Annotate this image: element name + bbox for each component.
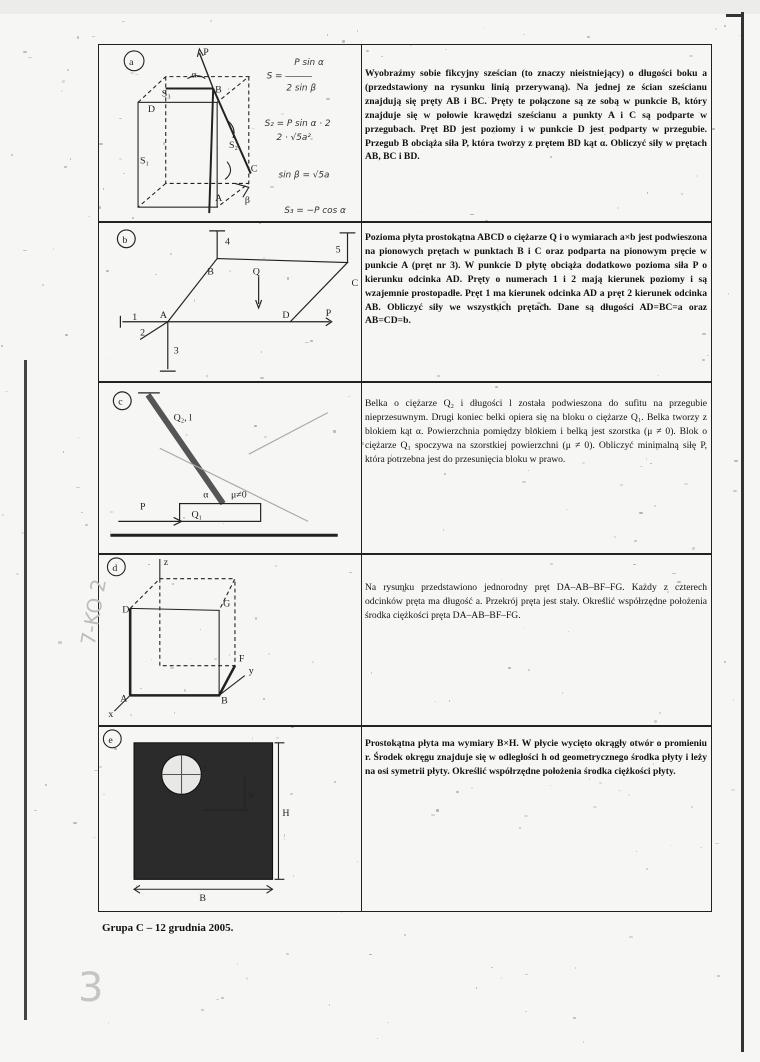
svg-text:P: P: [325, 307, 332, 319]
scan-right-edge: [741, 12, 744, 1052]
svg-text:β: β: [244, 195, 250, 207]
svg-text:B: B: [207, 266, 214, 278]
note-line-6: sin β = √5a: [278, 170, 330, 181]
scan-speck: [70, 158, 71, 160]
problem-row-a: [98, 44, 712, 222]
scan-speck: [5, 391, 8, 393]
svg-text:2: 2: [140, 327, 146, 339]
scan-speck: [491, 967, 492, 968]
svg-text:F: F: [238, 653, 245, 665]
footer-group-date: Grupa C – 12 grudnia 2005.: [102, 922, 234, 934]
scan-speck: [210, 20, 212, 22]
svg-text:4: 4: [225, 236, 230, 248]
scan-speck: [712, 128, 714, 130]
scan-speck: [573, 1017, 576, 1019]
svg-text:y: y: [248, 665, 254, 677]
scan-speck: [61, 90, 63, 91]
svg-text:3: 3: [173, 345, 179, 357]
svg-text:d: d: [112, 562, 118, 574]
scan-speck: [369, 954, 372, 956]
svg-text:A: A: [215, 193, 223, 205]
scan-speck: [201, 1009, 203, 1010]
svg-text:S₂: S₂: [229, 139, 238, 151]
figure-d-drawing: [99, 555, 361, 725]
scan-speck: [525, 1011, 528, 1013]
note-line-1: P sin α: [294, 57, 324, 68]
scan-speck: [629, 936, 632, 938]
scan-speck: [63, 451, 64, 453]
svg-text:Q: Q: [252, 266, 260, 278]
scan-speck: [286, 953, 289, 955]
svg-text:e: e: [108, 734, 113, 746]
scan-speck: [525, 974, 527, 975]
scan-speck: [216, 999, 219, 1000]
figure-e: [99, 727, 362, 911]
problem-sheet: [98, 44, 712, 914]
scan-speck: [34, 810, 36, 811]
problem-row-c: [98, 382, 712, 554]
scan-speck: [108, 1022, 109, 1024]
svg-text:A: A: [159, 309, 168, 321]
scan-speck: [21, 532, 23, 534]
figure-d: [99, 555, 362, 725]
scan-speck: [733, 699, 734, 701]
scan-speck: [93, 837, 97, 838]
scan-speck: [739, 35, 740, 36]
scan-speck: [484, 28, 485, 29]
scan-speck: [327, 34, 328, 36]
scan-speck: [404, 934, 406, 936]
note-line-5: 2 · √5a²: [276, 132, 311, 143]
svg-text:z: z: [163, 556, 169, 568]
scan-speck: [237, 963, 239, 964]
scan-speck: [2, 514, 4, 516]
note-line-3: 2 sin β: [286, 83, 317, 94]
svg-text:D: D: [147, 104, 156, 116]
svg-text:α: α: [191, 69, 197, 81]
scan-speck: [76, 487, 79, 488]
svg-text:Q₁: Q₁: [191, 509, 203, 521]
scan-speck: [23, 51, 27, 52]
svg-text:h: h: [248, 790, 254, 802]
scan-speck: [246, 977, 248, 979]
figure-c-drawing: [99, 383, 361, 553]
scan-speck: [387, 1022, 389, 1023]
note-line-7: S₃ = −P cos α: [284, 206, 346, 217]
scan-speck: [728, 293, 729, 295]
scan-speck: [476, 987, 477, 989]
scan-speck: [45, 784, 47, 786]
svg-text:D: D: [122, 604, 130, 616]
svg-text:Q₂, l: Q₂, l: [173, 412, 192, 424]
scan-speck: [724, 661, 726, 662]
scan-speck: [28, 57, 32, 59]
problem-text-e: Prostokątna płyta ma wymiary B×H. W płycie wycięto okrągły otwór o promieniu r. Środek okręgu znajduje się w odległości h od geometrycznego środka płyty i leży na osi symetrii płyty. Określić współrzędne położenia środka ciężkości płyty.: [365, 738, 707, 777]
svg-text:H: H: [282, 808, 290, 820]
scan-speck: [731, 789, 735, 791]
figure-a-drawing: [99, 45, 361, 221]
scan-speck: [77, 36, 79, 38]
scan-speck: [717, 975, 721, 977]
problem-text-d: Na rysunku przedstawiono jednorodny pręt DA–AB–BF–FG. Każdy z czterech odcinków pręta ma długość a. Przekrój pręta jest stały. Określić współrzędne położenia środka ciężkości pręta DA–AB–BF–FG.: [365, 582, 707, 621]
scan-speck: [16, 573, 19, 575]
svg-text:S₁: S₁: [140, 155, 149, 167]
scan-speck: [501, 977, 503, 979]
scan-speck: [23, 250, 27, 251]
scan-speck: [583, 1041, 584, 1043]
scan-speck: [85, 524, 88, 526]
scan-speck: [81, 512, 83, 513]
scan-speck: [67, 69, 69, 71]
scan-speck: [88, 216, 90, 217]
svg-text:A: A: [120, 693, 128, 705]
svg-text:x: x: [108, 709, 114, 721]
svg-text:r: r: [203, 762, 207, 774]
svg-text:1: 1: [132, 311, 138, 323]
scan-speck: [78, 437, 80, 439]
scan-speck: [587, 36, 590, 38]
scan-speck: [733, 490, 737, 492]
scan-speck: [575, 967, 576, 969]
svg-text:C: C: [250, 163, 258, 175]
figure-a: [99, 45, 362, 221]
svg-text:P: P: [140, 501, 146, 513]
svg-text:B: B: [199, 893, 206, 905]
svg-text:D: D: [282, 309, 290, 321]
scan-speck: [58, 641, 62, 643]
svg-text:B: B: [215, 84, 222, 96]
svg-text:c: c: [118, 396, 123, 408]
scan-left-edge: [24, 360, 27, 1020]
svg-text:5: 5: [335, 244, 341, 256]
scan-speck: [715, 28, 717, 30]
scan-speck: [221, 997, 224, 998]
problem-row-d: [98, 554, 712, 726]
scan-speck: [62, 80, 66, 82]
scan-speck: [342, 40, 346, 42]
scan-speck: [377, 1038, 378, 1040]
scan-speck: [122, 21, 125, 22]
scan-corner-mark: [726, 14, 744, 17]
problem-text-b: Pozioma płyta prostokątna ABCD o ciężarze Q i o wymiarach a×b jest podwieszona na pionowych prętach w punktach B i C oraz podparta na pionowym pręcie w punkcie A (pręt nr 3). W punkcie D płytę obciąża dodatkowo pozioma siła P o kierunku odcinka AD. Pręty o numerach 1 i 2 mają kierunek poziomy i są wzajemnie prostopadłe. Pręt 1 ma kierunek odcinka AD a pręt 2 kierunek odcinka AB. Obliczyć siły we wszystkich prętach. Dane są długości AD=BC=a oraz AB=CD=b.: [365, 232, 707, 327]
svg-text:C: C: [351, 278, 359, 290]
svg-text:P: P: [203, 46, 209, 58]
margin-scrawl: 7-KO 2: [75, 577, 112, 647]
figure-b-drawing: [99, 223, 361, 381]
note-line-2: S = ―――: [266, 71, 312, 82]
svg-text:μ≠0: μ≠0: [230, 489, 247, 501]
problem-text-c: Belka o ciężarze Q₂ i długości l została podwieszona do sufitu na przegubie nieprzesuwnym. Drugi koniec belki opiera się na bloku o ciężarze Q₁. Belka tworzy z blokiem kąt α. Powierzchnia pomiędzy blokiem i belką jest szorstka (μ ≠ 0). Blok o ciężarze Q₁ spoczywa na szorstkiej powierzchni (μ ≠ 0). Obliczyć minimalną siłę P, która potrzebna jest do przesunięcia bloku w prawo.: [365, 398, 707, 465]
svg-text:G: G: [223, 598, 231, 610]
scan-speck: [329, 1004, 331, 1006]
figure-b: [99, 223, 362, 381]
svg-text:S₃: S₃: [161, 88, 171, 100]
scan-speck: [1, 345, 3, 347]
svg-text:α: α: [203, 489, 209, 501]
problem-row-e: [98, 726, 712, 912]
scan-speck: [64, 166, 66, 168]
note-line-4: S₂ = P sin α · 2: [264, 119, 331, 130]
margin-mark: 3: [78, 965, 104, 1011]
svg-text:a: a: [129, 56, 134, 68]
scan-speck: [715, 843, 719, 844]
scan-speck: [523, 34, 525, 35]
scan-speck: [73, 822, 77, 824]
scan-speck: [65, 334, 67, 336]
figure-c: [99, 383, 362, 553]
scan-speck: [724, 25, 725, 27]
scan-speck: [53, 248, 54, 250]
figure-e-drawing: [99, 727, 361, 911]
problem-text-a: Wyobraźmy sobie fikcyjny sześcian (to znaczy nieistniejący) o długości boku a (przedstawiony na rysunku linią przerywaną). Na jednej ze ścian sześcianu znajdują się pręty AB i BC. Pręty te połączone są ze sobą w punkcie B, który znajduje się w połowie krawędzi sześcianu a punkty A i C są podparte w przegubach. Pręt BD jest poziomy i w punkcie D jest podparty w przegubie. Przegub B obciąża siła P, która tworzy z prętem BD kąt α. Obliczyć siły w prętach AB, BC i BD.: [365, 68, 707, 163]
scan-speck: [734, 460, 738, 462]
scan-top-edge: [0, 0, 760, 14]
scan-speck: [357, 30, 359, 32]
scan-speck: [42, 284, 44, 286]
svg-text:B: B: [221, 695, 228, 707]
svg-text:b: b: [122, 234, 128, 246]
scan-speck: [11, 154, 13, 156]
scan-speck: [92, 36, 95, 37]
problem-row-b: [98, 222, 712, 382]
